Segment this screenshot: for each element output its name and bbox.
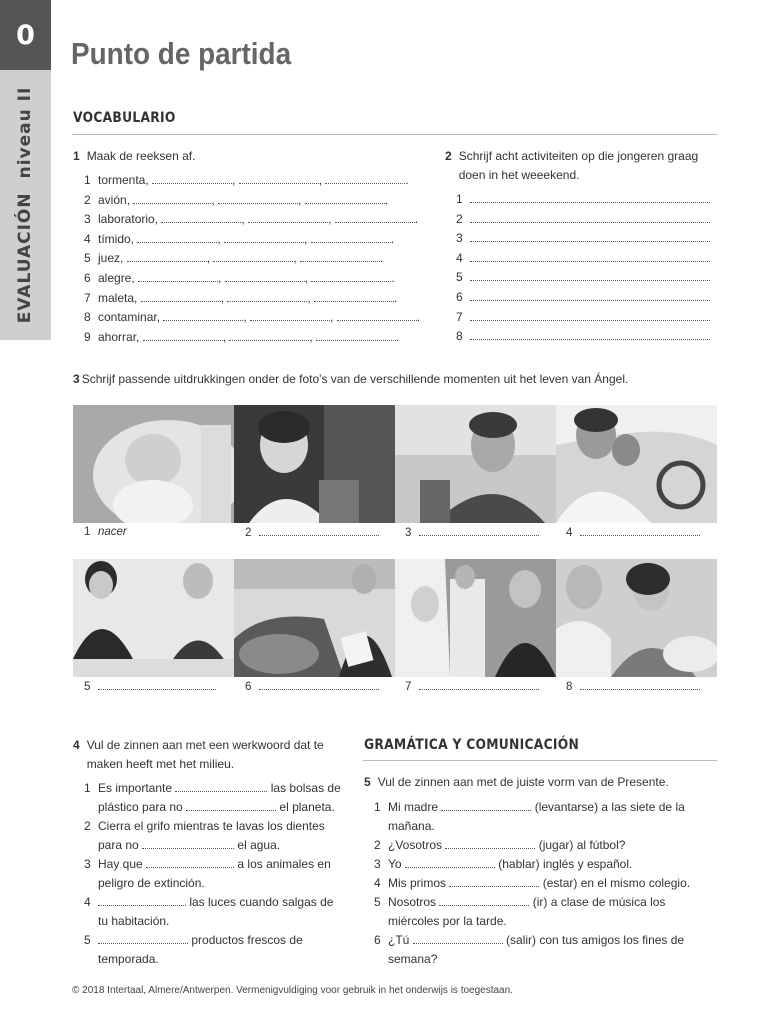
q1-item: 7 maleta, , , .	[84, 289, 420, 309]
question-5	[364, 773, 669, 792]
answer-blank[interactable]	[248, 213, 328, 223]
q1-item: 6 alegre, , , .	[84, 269, 420, 289]
item-text: Cierra el grifo mientras te lavas los dientes para no	[98, 819, 325, 852]
answer-blank[interactable]	[470, 291, 710, 301]
q5-item	[374, 855, 714, 874]
item-number: 6	[374, 933, 381, 947]
question-number: 5	[364, 775, 371, 789]
answer-blank[interactable]	[133, 194, 211, 204]
item-number: 5	[84, 251, 91, 266]
q4-item	[84, 893, 346, 931]
answer-blank[interactable]	[142, 839, 234, 849]
item-word: ahorrar,	[98, 329, 140, 344]
answer-blank[interactable]	[441, 801, 531, 811]
photo-job-interview	[73, 559, 234, 677]
item-text: (ir) a clase de música los miércoles por la tarde.	[388, 895, 666, 928]
item-text: Mis primos	[388, 876, 447, 890]
q2-line	[456, 210, 710, 230]
answer-blank[interactable]	[143, 331, 223, 341]
caption-7	[405, 680, 539, 693]
answer-blank[interactable]	[470, 311, 710, 321]
answer-blank[interactable]	[227, 292, 307, 302]
section-rule	[72, 134, 717, 135]
q4-list	[84, 779, 346, 969]
caption-number: 7	[405, 681, 412, 693]
q1-item: 1 tormenta, , , .	[84, 171, 420, 191]
question-number: 4	[73, 738, 80, 752]
answer-blank[interactable]	[259, 680, 379, 690]
item-number: 2	[84, 819, 91, 833]
caption-1	[84, 526, 127, 538]
q2-line	[456, 308, 710, 328]
item-number: 5	[84, 933, 91, 947]
answer-blank[interactable]	[186, 801, 276, 811]
item-number: 3	[84, 212, 91, 227]
answer-blank[interactable]	[163, 311, 243, 321]
answer-blank[interactable]	[470, 193, 710, 203]
item-word: juez,	[98, 251, 124, 266]
caption-number: 4	[566, 527, 573, 539]
line-number: 8	[456, 329, 463, 344]
item-text: ¿Vosotros	[388, 838, 443, 852]
line-number: 5	[456, 270, 463, 285]
question-text: Schrijf passende uitdrukkingen onder de foto's van de verschillende momenten uit het leven van Ángel.	[81, 372, 629, 386]
answer-blank[interactable]	[300, 252, 380, 262]
item-text: ¿Tú	[388, 933, 410, 947]
item-text: Es importante	[98, 781, 173, 795]
answer-blank[interactable]	[311, 233, 391, 243]
answer-blank[interactable]	[218, 194, 298, 204]
question-text: Vul de zinnen aan met een werkwoord dat te maken heeft met het milieu.	[86, 738, 324, 771]
item-text: el planeta.	[279, 800, 335, 814]
item-number: 3	[84, 857, 91, 871]
item-number: 9	[84, 329, 91, 344]
answer-blank[interactable]	[259, 526, 379, 536]
question-text: Maak de reeksen af.	[86, 149, 196, 163]
question-2	[445, 147, 720, 185]
item-number: 4	[84, 231, 91, 246]
item-word: avión,	[98, 192, 131, 207]
page-title: Punto de partida	[71, 36, 292, 71]
photo-young-man-backpack	[395, 405, 556, 523]
item-word: contaminar,	[98, 310, 161, 325]
answer-blank[interactable]	[413, 934, 503, 944]
answer-blank[interactable]	[316, 331, 396, 341]
driving-illustration	[556, 405, 717, 523]
item-number: 6	[84, 270, 91, 285]
photo-car-dealer	[234, 559, 395, 677]
item-text: productos frescos de temporada.	[98, 933, 303, 966]
answer-blank[interactable]	[580, 680, 700, 690]
item-text: (levantarse) a las siete de la mañana.	[388, 800, 685, 833]
answer-blank[interactable]	[138, 272, 218, 282]
answer-blank[interactable]	[470, 213, 710, 223]
item-text: las bolsas de plástico para no	[98, 781, 341, 814]
caption-2	[245, 526, 379, 539]
item-word: maleta,	[98, 290, 138, 305]
caption-4	[566, 526, 700, 539]
answer-blank[interactable]	[225, 272, 305, 282]
q2-list	[456, 190, 710, 347]
item-text: (hablar) inglés y español.	[498, 857, 633, 871]
answer-blank[interactable]	[98, 896, 186, 906]
answer-blank[interactable]	[152, 174, 232, 184]
answer-blank[interactable]	[470, 232, 710, 242]
answer-blank[interactable]	[305, 194, 385, 204]
question-text: Schrijf acht activiteiten op die jongeren graag doen in het weeekend.	[458, 149, 699, 182]
answer-blank[interactable]	[98, 680, 216, 690]
photo-family-baby	[556, 559, 717, 677]
chapter-number: 0	[0, 0, 51, 70]
item-number: 4	[374, 876, 381, 890]
q1-list	[84, 171, 420, 347]
question-4	[73, 736, 341, 774]
photo-wedding	[395, 559, 556, 677]
answer-blank[interactable]	[337, 311, 417, 321]
caption-5	[84, 680, 216, 693]
answer-blank[interactable]	[137, 233, 217, 243]
caption-number: 2	[245, 527, 252, 539]
answer-blank[interactable]	[314, 292, 394, 302]
item-word: alegre,	[98, 270, 135, 285]
q1-item: 4 tímido, , , .	[84, 230, 420, 250]
photo-driving	[556, 405, 717, 523]
answer-blank[interactable]	[405, 858, 495, 868]
q2-line	[456, 327, 710, 347]
line-number: 3	[456, 231, 463, 246]
item-text: Yo	[388, 857, 402, 871]
item-text: Nosotros	[388, 895, 437, 909]
item-text: el agua.	[237, 838, 281, 852]
section-rule	[363, 760, 717, 761]
q1-item: 2 avión, , , .	[84, 191, 420, 211]
caption-number: 3	[405, 527, 412, 539]
item-number: 3	[374, 857, 381, 871]
item-text: las luces cuando salgas de tu habitación.	[98, 895, 334, 928]
answer-blank[interactable]	[335, 213, 415, 223]
answer-blank[interactable]	[146, 858, 234, 868]
answer-blank[interactable]	[445, 839, 535, 849]
photo-child-backpack	[234, 405, 395, 523]
answer-blank[interactable]	[470, 252, 710, 262]
item-text: (salir) con tus amigos los fines de semana?	[388, 933, 685, 966]
caption-8	[566, 680, 700, 693]
answer-blank[interactable]	[580, 526, 700, 536]
item-number: 8	[84, 310, 91, 325]
q5-list	[374, 798, 714, 969]
section-heading-gramatica: GRAMÁTICA Y COMUNICACIÓN	[364, 737, 580, 753]
item-text: (jugar) al fútbol?	[538, 838, 626, 852]
caption-number: 6	[245, 681, 252, 693]
q1-item: 9 ahorrar, , , .	[84, 328, 420, 348]
caption-text: nacer	[98, 526, 127, 538]
q5-item	[374, 836, 714, 855]
child-illustration	[234, 405, 395, 523]
answer-blank[interactable]	[229, 331, 309, 341]
answer-blank[interactable]	[224, 233, 304, 243]
answer-blank[interactable]	[470, 271, 710, 281]
item-number: 2	[374, 838, 381, 852]
item-text: Hay que	[98, 857, 143, 871]
item-word: tormenta,	[98, 173, 149, 187]
item-number: 4	[84, 895, 91, 909]
item-number: 2	[84, 192, 91, 207]
question-1	[73, 147, 195, 166]
family-illustration	[556, 559, 717, 677]
q2-line	[456, 268, 710, 288]
item-number: 7	[84, 290, 91, 305]
item-number: 1	[84, 781, 91, 795]
q4-item	[84, 779, 346, 817]
item-number: 1	[374, 800, 381, 814]
line-number: 2	[456, 211, 463, 226]
q4-item	[84, 855, 346, 893]
side-label-level: niveau II	[15, 86, 35, 179]
answer-blank[interactable]	[141, 292, 221, 302]
answer-blank[interactable]	[250, 311, 330, 321]
q2-line	[456, 229, 710, 249]
item-text: (estar) en el mismo colegio.	[542, 876, 691, 890]
answer-blank[interactable]	[325, 174, 405, 184]
photo-baby	[73, 405, 234, 523]
side-label	[15, 87, 35, 324]
answer-blank[interactable]	[161, 213, 241, 223]
answer-blank[interactable]	[175, 782, 267, 792]
question-text: Vul de zinnen aan met de juiste vorm van de Presente.	[377, 775, 669, 789]
item-word: laboratorio,	[98, 212, 159, 227]
item-word: tímido,	[98, 231, 135, 246]
item-text: a los animales en peligro de extinción.	[98, 857, 331, 890]
q1-item: 3 laboratorio, , , .	[84, 210, 420, 230]
q1-item: 5 juez, , , .	[84, 249, 420, 269]
answer-blank[interactable]	[470, 330, 710, 340]
question-number: 3	[73, 372, 80, 386]
line-number: 7	[456, 309, 463, 324]
answer-blank[interactable]	[127, 252, 207, 262]
q2-line	[456, 288, 710, 308]
car-dealer-illustration	[234, 559, 395, 677]
answer-blank[interactable]	[213, 252, 293, 262]
answer-blank[interactable]	[439, 896, 529, 906]
caption-number: 1	[84, 526, 91, 538]
interview-illustration	[73, 559, 234, 677]
answer-blank[interactable]	[449, 877, 539, 887]
answer-blank[interactable]	[419, 680, 539, 690]
section-heading-vocabulario: VOCABULARIO	[73, 110, 176, 126]
q4-item	[84, 931, 346, 969]
wedding-illustration	[395, 559, 556, 677]
item-number: 1	[84, 173, 91, 187]
line-number: 6	[456, 289, 463, 304]
question-3	[73, 370, 628, 389]
caption-number: 8	[566, 681, 573, 693]
answer-blank[interactable]	[311, 272, 391, 282]
q4-item	[84, 817, 346, 855]
q2-line	[456, 190, 710, 210]
line-number: 4	[456, 250, 463, 265]
side-label-evaluacion: EVALUACIÓN	[15, 192, 35, 324]
baby-illustration	[73, 405, 234, 523]
copyright-footer: © 2018 Intertaal, Almere/Antwerpen. Vermenigvuldiging voor gebruik in het onderwijs is toegestaan.	[72, 985, 513, 996]
line-number: 1	[456, 192, 463, 206]
young-man-illustration	[395, 405, 556, 523]
question-number: 2	[445, 149, 452, 163]
question-number: 1	[73, 149, 80, 163]
q1-item: 8 contaminar, , , .	[84, 308, 420, 328]
caption-number: 5	[84, 681, 91, 693]
caption-6	[245, 680, 379, 693]
q5-item	[374, 893, 714, 931]
q5-item	[374, 874, 714, 893]
q5-item	[374, 931, 714, 969]
answer-blank[interactable]	[419, 526, 539, 536]
q5-item	[374, 798, 714, 836]
q2-line	[456, 249, 710, 269]
answer-blank[interactable]	[239, 174, 319, 184]
answer-blank[interactable]	[98, 934, 188, 944]
caption-3	[405, 526, 539, 539]
item-text: Mi madre	[388, 800, 439, 814]
item-number: 5	[374, 895, 381, 909]
